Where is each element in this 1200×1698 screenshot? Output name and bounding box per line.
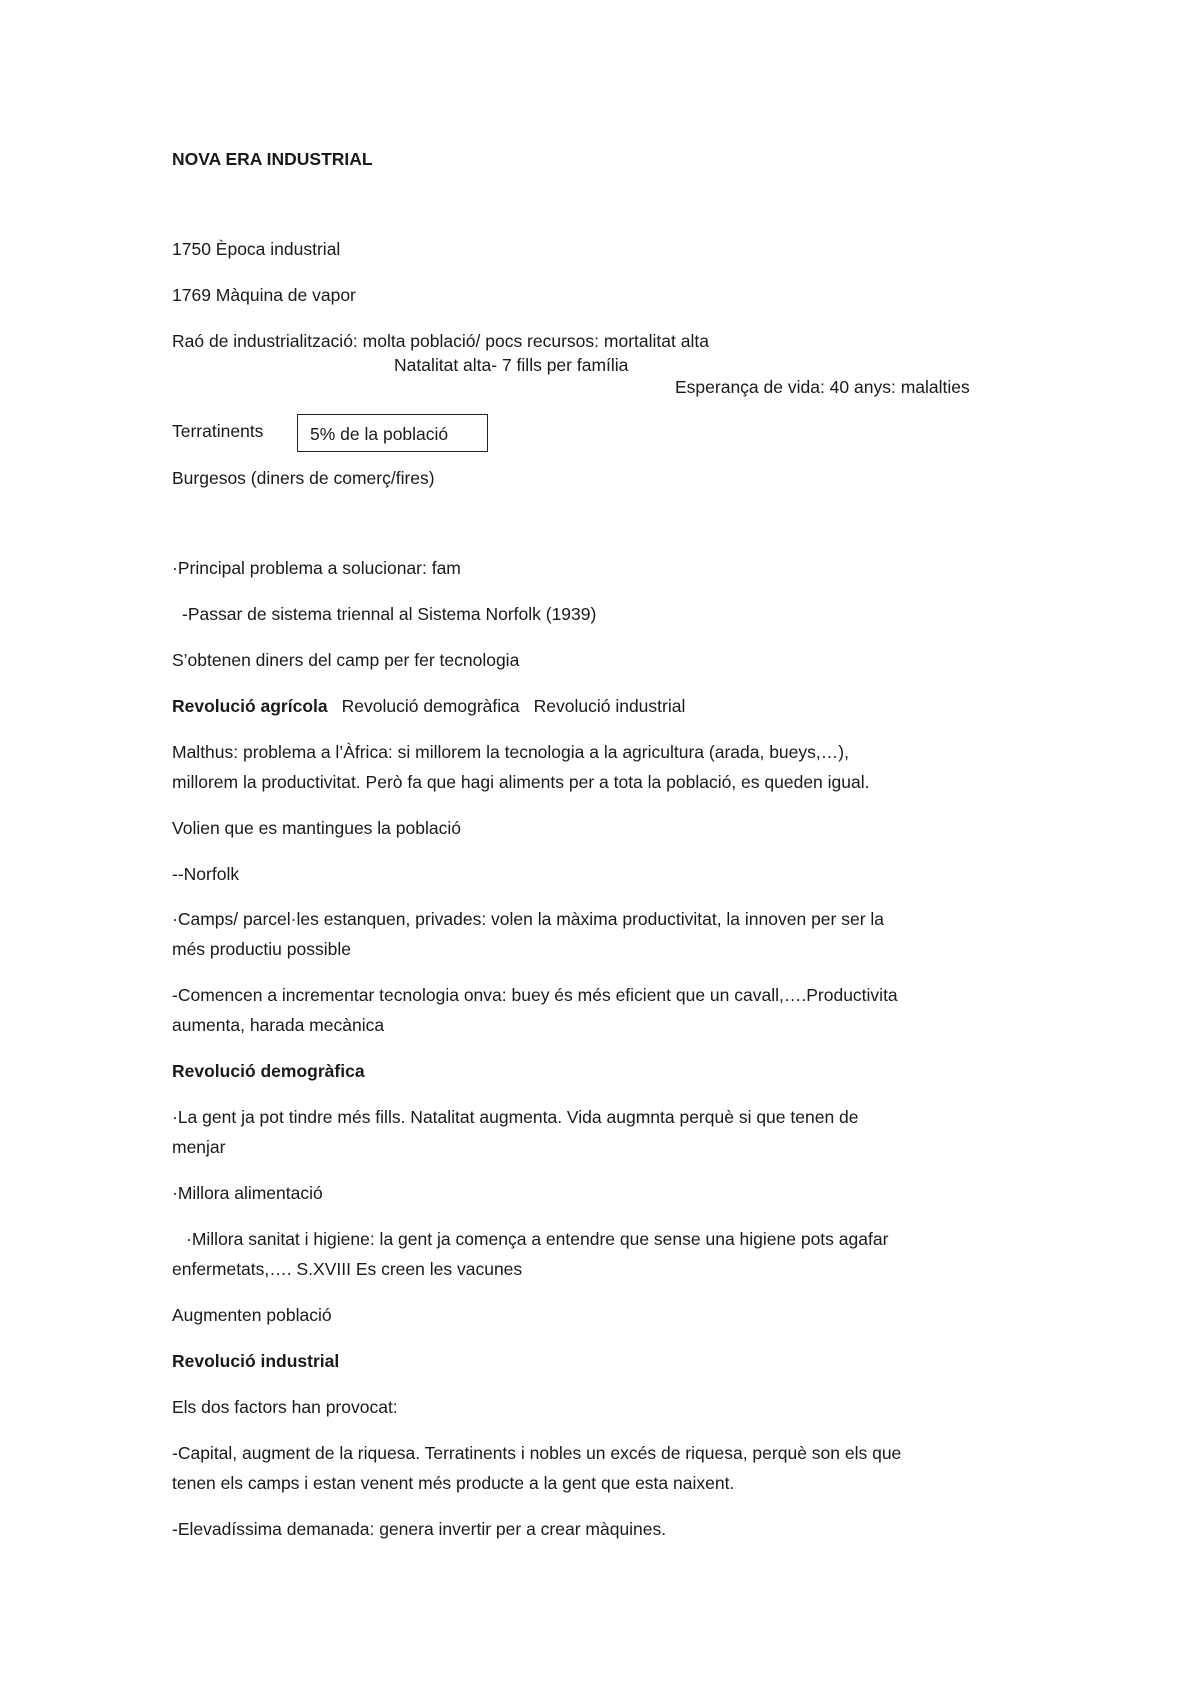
text-line: --Norfolk bbox=[172, 864, 240, 884]
text-line: Esperança de vida: 40 anys: malalties bbox=[675, 377, 970, 397]
text-line: més productiu possible bbox=[172, 939, 351, 959]
label-revolucio-demografica: Revolució demogràfica bbox=[341, 696, 520, 716]
text-line: millorem la productivitat. Però fa que hagi aliments per a tota la població, es queden igual. bbox=[172, 772, 870, 792]
text-line: -Elevadíssima demanada: genera invertir per a crear màquines. bbox=[172, 1519, 667, 1539]
text-line: -Passar de sistema triennal al Sistema Norfolk (1939) bbox=[182, 604, 597, 624]
text-line: Augmenten població bbox=[172, 1305, 332, 1325]
text-line: ·Principal problema a solucionar: fam bbox=[172, 558, 461, 578]
text-line: -Comencen a incrementar tecnologia onva: buey és més eficient que un cavall,….Productivita bbox=[172, 985, 898, 1005]
text-line: ·La gent ja pot tindre més fills. Natalitat augmenta. Vida augmnta perquè si que tenen de bbox=[172, 1107, 859, 1127]
document-title: NOVA ERA INDUSTRIAL bbox=[172, 149, 373, 169]
text-line: ·Millora sanitat i higiene: la gent ja comença a entendre que sense una higiene pots agafar bbox=[186, 1229, 889, 1249]
text-line: Raó de industrialització: molta població/ pocs recursos: mortalitat alta bbox=[172, 331, 709, 351]
text-line: 1769 Màquina de vapor bbox=[172, 285, 356, 305]
text-box bbox=[297, 414, 488, 452]
text-line: menjar bbox=[172, 1137, 226, 1157]
section-heading: Revolució demogràfica bbox=[172, 1061, 365, 1081]
text-line: Burgesos (diners de comerç/fires) bbox=[172, 468, 435, 488]
text-line: Terratinents bbox=[172, 421, 264, 441]
text-line: ·Camps/ parcel·les estanquen, privades: volen la màxima productivitat, la innoven per ser la bbox=[172, 909, 885, 929]
text-line: -Capital, augment de la riquesa. Terratinents i nobles un excés de riquesa, perquè son els que bbox=[172, 1443, 902, 1463]
text-line: ·Millora alimentació bbox=[172, 1183, 323, 1203]
text-box-label: 5% de la població bbox=[310, 424, 449, 444]
text-line: Volien que es mantingues la població bbox=[172, 818, 461, 838]
label-revolucio-agricola: Revolució agrícola bbox=[172, 696, 328, 716]
text-line: Malthus: problema a l’Àfrica: si millorem la tecnologia a la agricultura (arada, bueys,…), bbox=[172, 742, 849, 762]
text-line: S’obtenen diners del camp per fer tecnologia bbox=[172, 650, 520, 670]
section-heading: Revolució industrial bbox=[172, 1351, 340, 1371]
text-line: enfermetats,…. S.XVIII Es creen les vacunes bbox=[172, 1259, 523, 1279]
text-line: Els dos factors han provocat: bbox=[172, 1397, 398, 1417]
text-line: tenen els camps i estan venent més producte a la gent que esta naixent. bbox=[172, 1473, 735, 1493]
label-revolucio-industrial: Revolució industrial bbox=[533, 696, 686, 716]
text-line: Natalitat alta- 7 fills per família bbox=[394, 355, 629, 375]
text-line: 1750 Època industrial bbox=[172, 239, 341, 259]
revolutions-line bbox=[172, 695, 685, 717]
text-line: aumenta, harada mecànica bbox=[172, 1015, 385, 1035]
